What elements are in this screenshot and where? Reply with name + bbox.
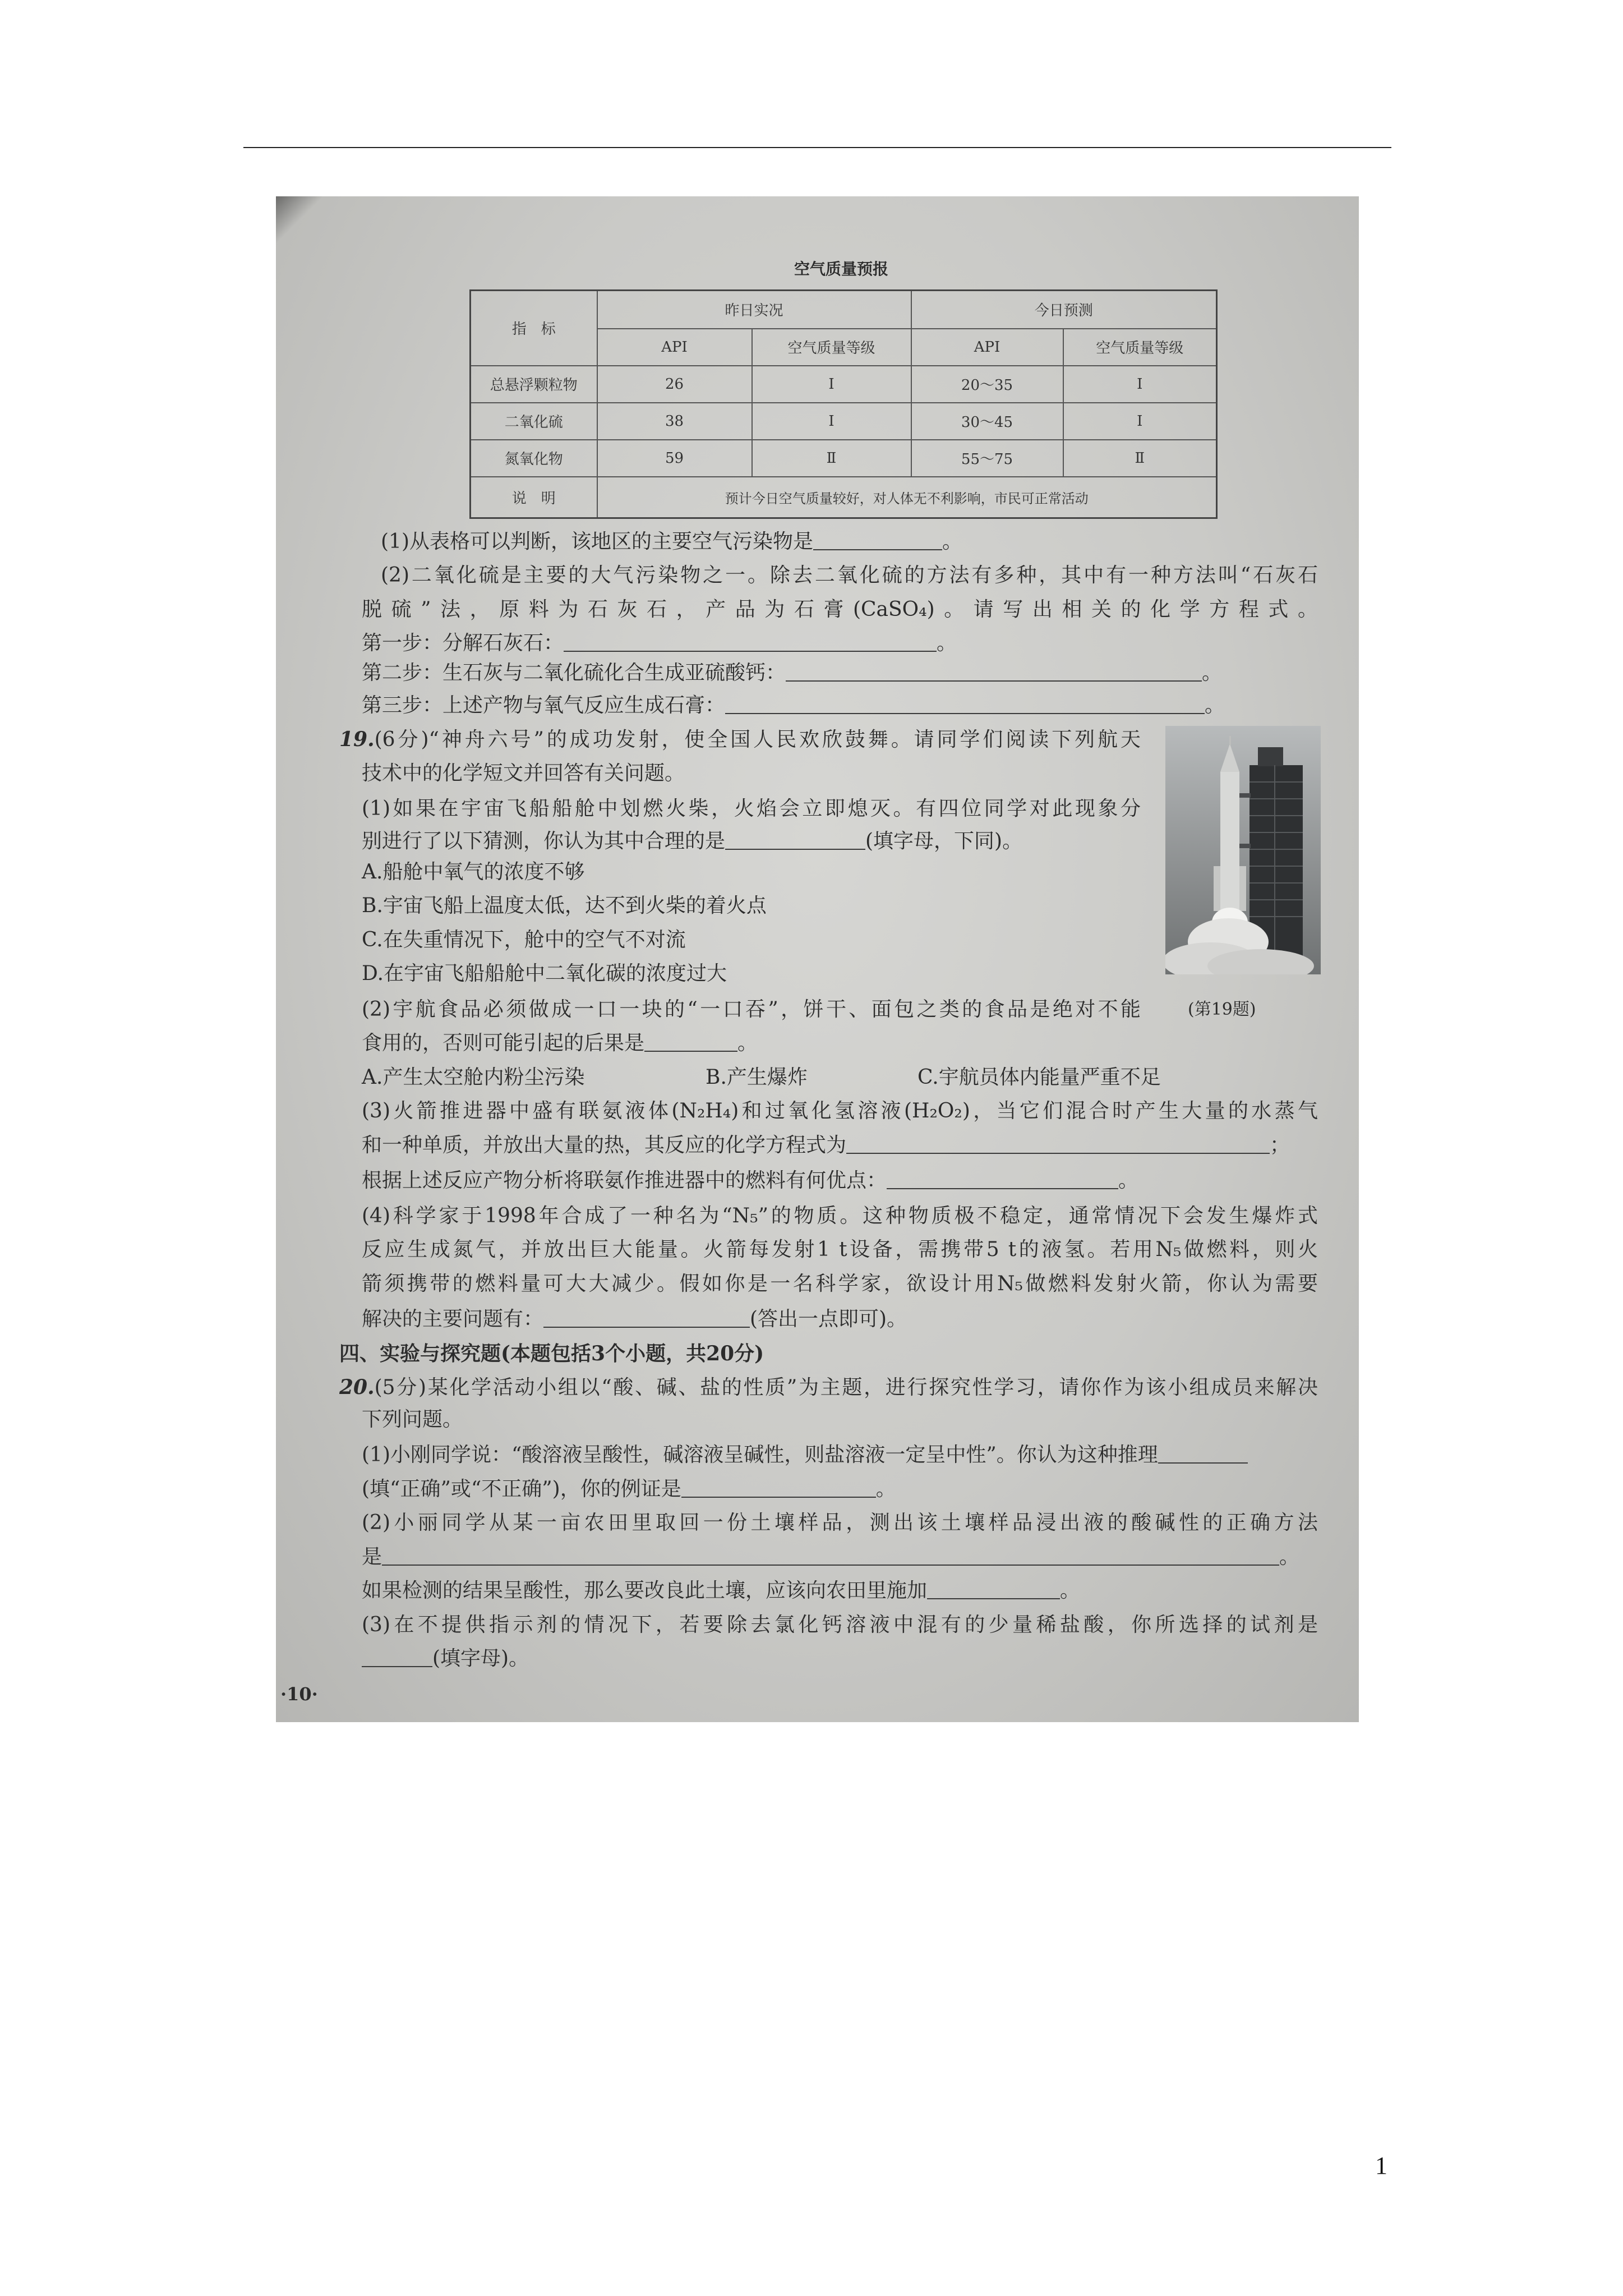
q19-part4-line1: (4)科学家于1998年合成了一种名为“N₅”的物质。这种物质极不稳定，通常情况下会发生爆炸式 [362,1204,1318,1227]
q20-part2-line3 [362,1579,1080,1603]
q20-part1-line1 [362,1443,1248,1467]
q18-step3-end: 。 [1205,694,1225,717]
note-label-cell: 说 明 [471,477,597,518]
header-indicator: 指 标 [471,291,597,366]
header-today: 今日预测 [911,291,1217,329]
q19-part3-line3-end: 。 [1118,1169,1139,1192]
q18-part1 [381,530,962,554]
api-today-cell: 55～75 [911,440,1063,477]
note-text-cell: 预计今日空气质量较好，对人体无不利影响，市民可正常活动 [597,477,1217,518]
q20-part1-line2-text: (填“正确”或“不正确”)，你的例证是 [362,1478,681,1501]
answer-blank [846,1136,1270,1154]
q19-stem-text: (6分)“神舟六号”的成功发射，使全国人民欢欣鼓舞。请同学们阅读下列航天 [374,728,1141,751]
q18-step2 [362,661,1222,685]
q20-part2-line2-end: 。 [1279,1545,1300,1568]
photo-page-number: ·10· [280,1683,318,1705]
api-yesterday-cell: 38 [597,403,752,440]
q19-option-b: B.宇宙飞船上温度太低，达不到火柴的着火点 [362,894,767,917]
row-indicator-cell: 二氧化硫 [471,403,597,440]
q18-step1-text: 第一步：分解石灰石： [362,632,564,655]
q19-part4-line4-text: 解决的主要问题有： [362,1308,544,1331]
api-yesterday-cell: 26 [597,366,752,403]
q20-part2-line2-text: 是 [362,1545,382,1568]
answer-blank [644,1034,737,1052]
answer-blank [1158,1446,1248,1464]
subheader-api: API [911,329,1063,366]
q19-part2-option-a: A.产生太空舱内粉尘污染 [362,1066,585,1089]
q19-part2-options [362,1065,1318,1090]
q20-part1-line2 [362,1477,896,1502]
section-heading: 四、实验与探究题(本题包括3个小题，共20分) [339,1342,764,1365]
q18-step2-text: 第二步：生石灰与二氧化硫化合生成亚硫酸钙： [362,661,786,684]
answer-blank [681,1480,876,1498]
subheader-level: 空气质量等级 [752,329,911,366]
answer-blank [813,532,942,550]
q19-part3-line2-text: 和一种单质，并放出大量的热，其反应的化学方程式为 [362,1134,847,1157]
q19-number: 19. [339,728,375,751]
q18-part1-end: 。 [942,530,963,553]
exam-page-photo [276,196,1359,1722]
figure-caption: (第19题) [1188,1000,1256,1019]
level-yesterday-cell: Ⅰ [752,366,911,403]
q20-part3-line2-end: (填字母)。 [432,1647,529,1670]
q19-option-c: C.在失重情况下，舱中的空气不对流 [362,928,686,951]
row-indicator-cell: 氮氧化物 [471,440,597,477]
q18-step3 [362,693,1225,718]
level-yesterday-cell: Ⅰ [752,403,911,440]
q18-step3-text: 第三步：上述产物与氧气反应生成石膏： [362,694,726,717]
answer-blank [725,832,865,850]
subheader-level: 空气质量等级 [1063,329,1217,366]
level-today-cell: Ⅰ [1063,403,1217,440]
answer-blank [382,1548,1279,1566]
q20-part3-line1: (3)在不提供指示剂的情况下，若要除去氯化钙溶液中混有的少量稀盐酸，你所选择的试剂是 [362,1613,1318,1636]
q18-step1 [362,631,957,656]
level-today-cell: Ⅱ [1063,440,1217,477]
q19-part2-line2-text: 食用的，否则可能引起的后果是 [362,1032,645,1055]
level-yesterday-cell: Ⅱ [752,440,911,477]
q19-part3-line2 [362,1133,1290,1158]
q19-stem-line1 [339,727,1141,752]
q18-step2-end: 。 [1202,661,1223,684]
q20-part2-line3-text: 如果检测的结果呈酸性，那么要改良此土壤，应该向农田里施加 [362,1579,928,1602]
q19-part4-line4 [362,1307,907,1332]
q20-part1-line1-text: (1)小刚同学说：“酸溶液呈酸性，碱溶液呈碱性，则盐溶液一定呈中性”。你认为这种推理 [362,1443,1158,1466]
q20-part2-line2 [362,1545,1299,1570]
rocket-launch-photo [1165,726,1321,974]
answer-blank [725,696,1205,714]
q18-step1-end: 。 [937,632,957,655]
q18-part2-line1: (2)二氧化硫是主要的大气污染物之一。除去二氧化硫的方法有多种，其中有一种方法叫“石灰石 [381,564,1318,587]
q19-part3-line2-end: ； [1270,1134,1290,1157]
q19-part1-line2 [362,829,1022,854]
air-quality-table [469,289,1218,519]
q19-part3-line3-text: 根据上述反应产物分析将联氨作推进器中的燃料有何优点： [362,1169,887,1192]
subheader-api: API [597,329,752,366]
q19-part1-line2-end: (填字母，下同)。 [865,830,1023,853]
answer-blank [564,634,937,652]
table-row [471,440,1217,477]
answer-blank [543,1310,750,1328]
q20-stem-line2: 下列问题。 [362,1408,463,1431]
answer-blank [362,1649,432,1667]
q19-stem-line2: 技术中的化学短文并回答有关问题。 [362,762,685,785]
q19-part4-line4-end: (答出一点即可)。 [750,1308,907,1331]
q20-part3-line2 [362,1646,529,1671]
q19-part4-line3: 箭须携带的燃料量可大大减少。假如你是一名科学家，欲设计用N₅做燃料发射火箭，你认为需要 [362,1272,1318,1295]
answer-blank [887,1171,1118,1189]
answer-blank [927,1581,1060,1599]
header-yesterday: 昨日实况 [597,291,911,329]
q19-part2-line2 [362,1031,758,1056]
page-number: 1 [1375,2152,1387,2179]
q20-stem-text: (5分)某化学活动小组以“酸、碱、盐的性质”为主题，进行探究性学习，请你作为该小组成员来解决 [374,1376,1318,1399]
q19-part2-line2-end: 。 [737,1032,758,1055]
q19-part2-line1: (2)宇航食品必须做成一口一块的“一口吞”，饼干、面包之类的食品是绝对不能 [362,998,1141,1021]
api-today-cell: 20～35 [911,366,1063,403]
api-today-cell: 30～45 [911,403,1063,440]
q19-part1-line2-text: 别进行了以下猜测，你认为其中合理的是 [362,830,726,853]
q20-part1-line2-end: 。 [875,1478,896,1501]
table-row [471,403,1217,440]
q19-part4-line2: 反应生成氮气，并放出巨大能量。火箭每发射1 t设备，需携带5 t的液氢。若用N₅做燃料，则火 [362,1238,1318,1261]
table-title: 空气质量预报 [794,260,888,278]
row-indicator-cell: 总悬浮颗粒物 [471,366,597,403]
q18-part1-text: (1)从表格可以判断，该地区的主要空气污染物是 [381,530,813,553]
api-yesterday-cell: 59 [597,440,752,477]
q20-number: 20. [339,1375,375,1399]
q20-stem-line1 [339,1375,1318,1400]
table-row [471,366,1217,403]
answer-blank [786,664,1202,682]
q18-part2-line2: 脱硫”法，原料为石灰石，产品为石膏(CaSO₄)。请写出相关的化学方程式。 [362,598,1318,621]
q19-part3-line1: (3)火箭推进器中盛有联氨液体(N₂H₄)和过氧化氢溶液(H₂O₂)，当它们混合时产生大量的水蒸气 [362,1099,1318,1122]
q20-part2-line3-end: 。 [1060,1579,1081,1602]
q19-part2-option-b: B.产生爆炸 [706,1066,808,1089]
q19-part1-line1: (1)如果在宇宙飞船船舱中划燃火柴，火焰会立即熄灭。有四位同学对此现象分 [362,797,1141,820]
q19-option-a: A.船舱中氧气的浓度不够 [362,861,585,884]
q19-part2-option-c: C.宇航员体内能量严重不足 [917,1066,1161,1089]
q20-part2-line1: (2)小丽同学从某一亩农田里取回一份土壤样品，测出该土壤样品浸出液的酸碱性的正确方法 [362,1511,1318,1534]
q19-option-d: D.在宇宙飞船船舱中二氧化碳的浓度过大 [362,962,727,985]
level-today-cell: Ⅰ [1063,366,1217,403]
q19-part3-line3 [362,1168,1138,1193]
header-rule [243,147,1391,148]
